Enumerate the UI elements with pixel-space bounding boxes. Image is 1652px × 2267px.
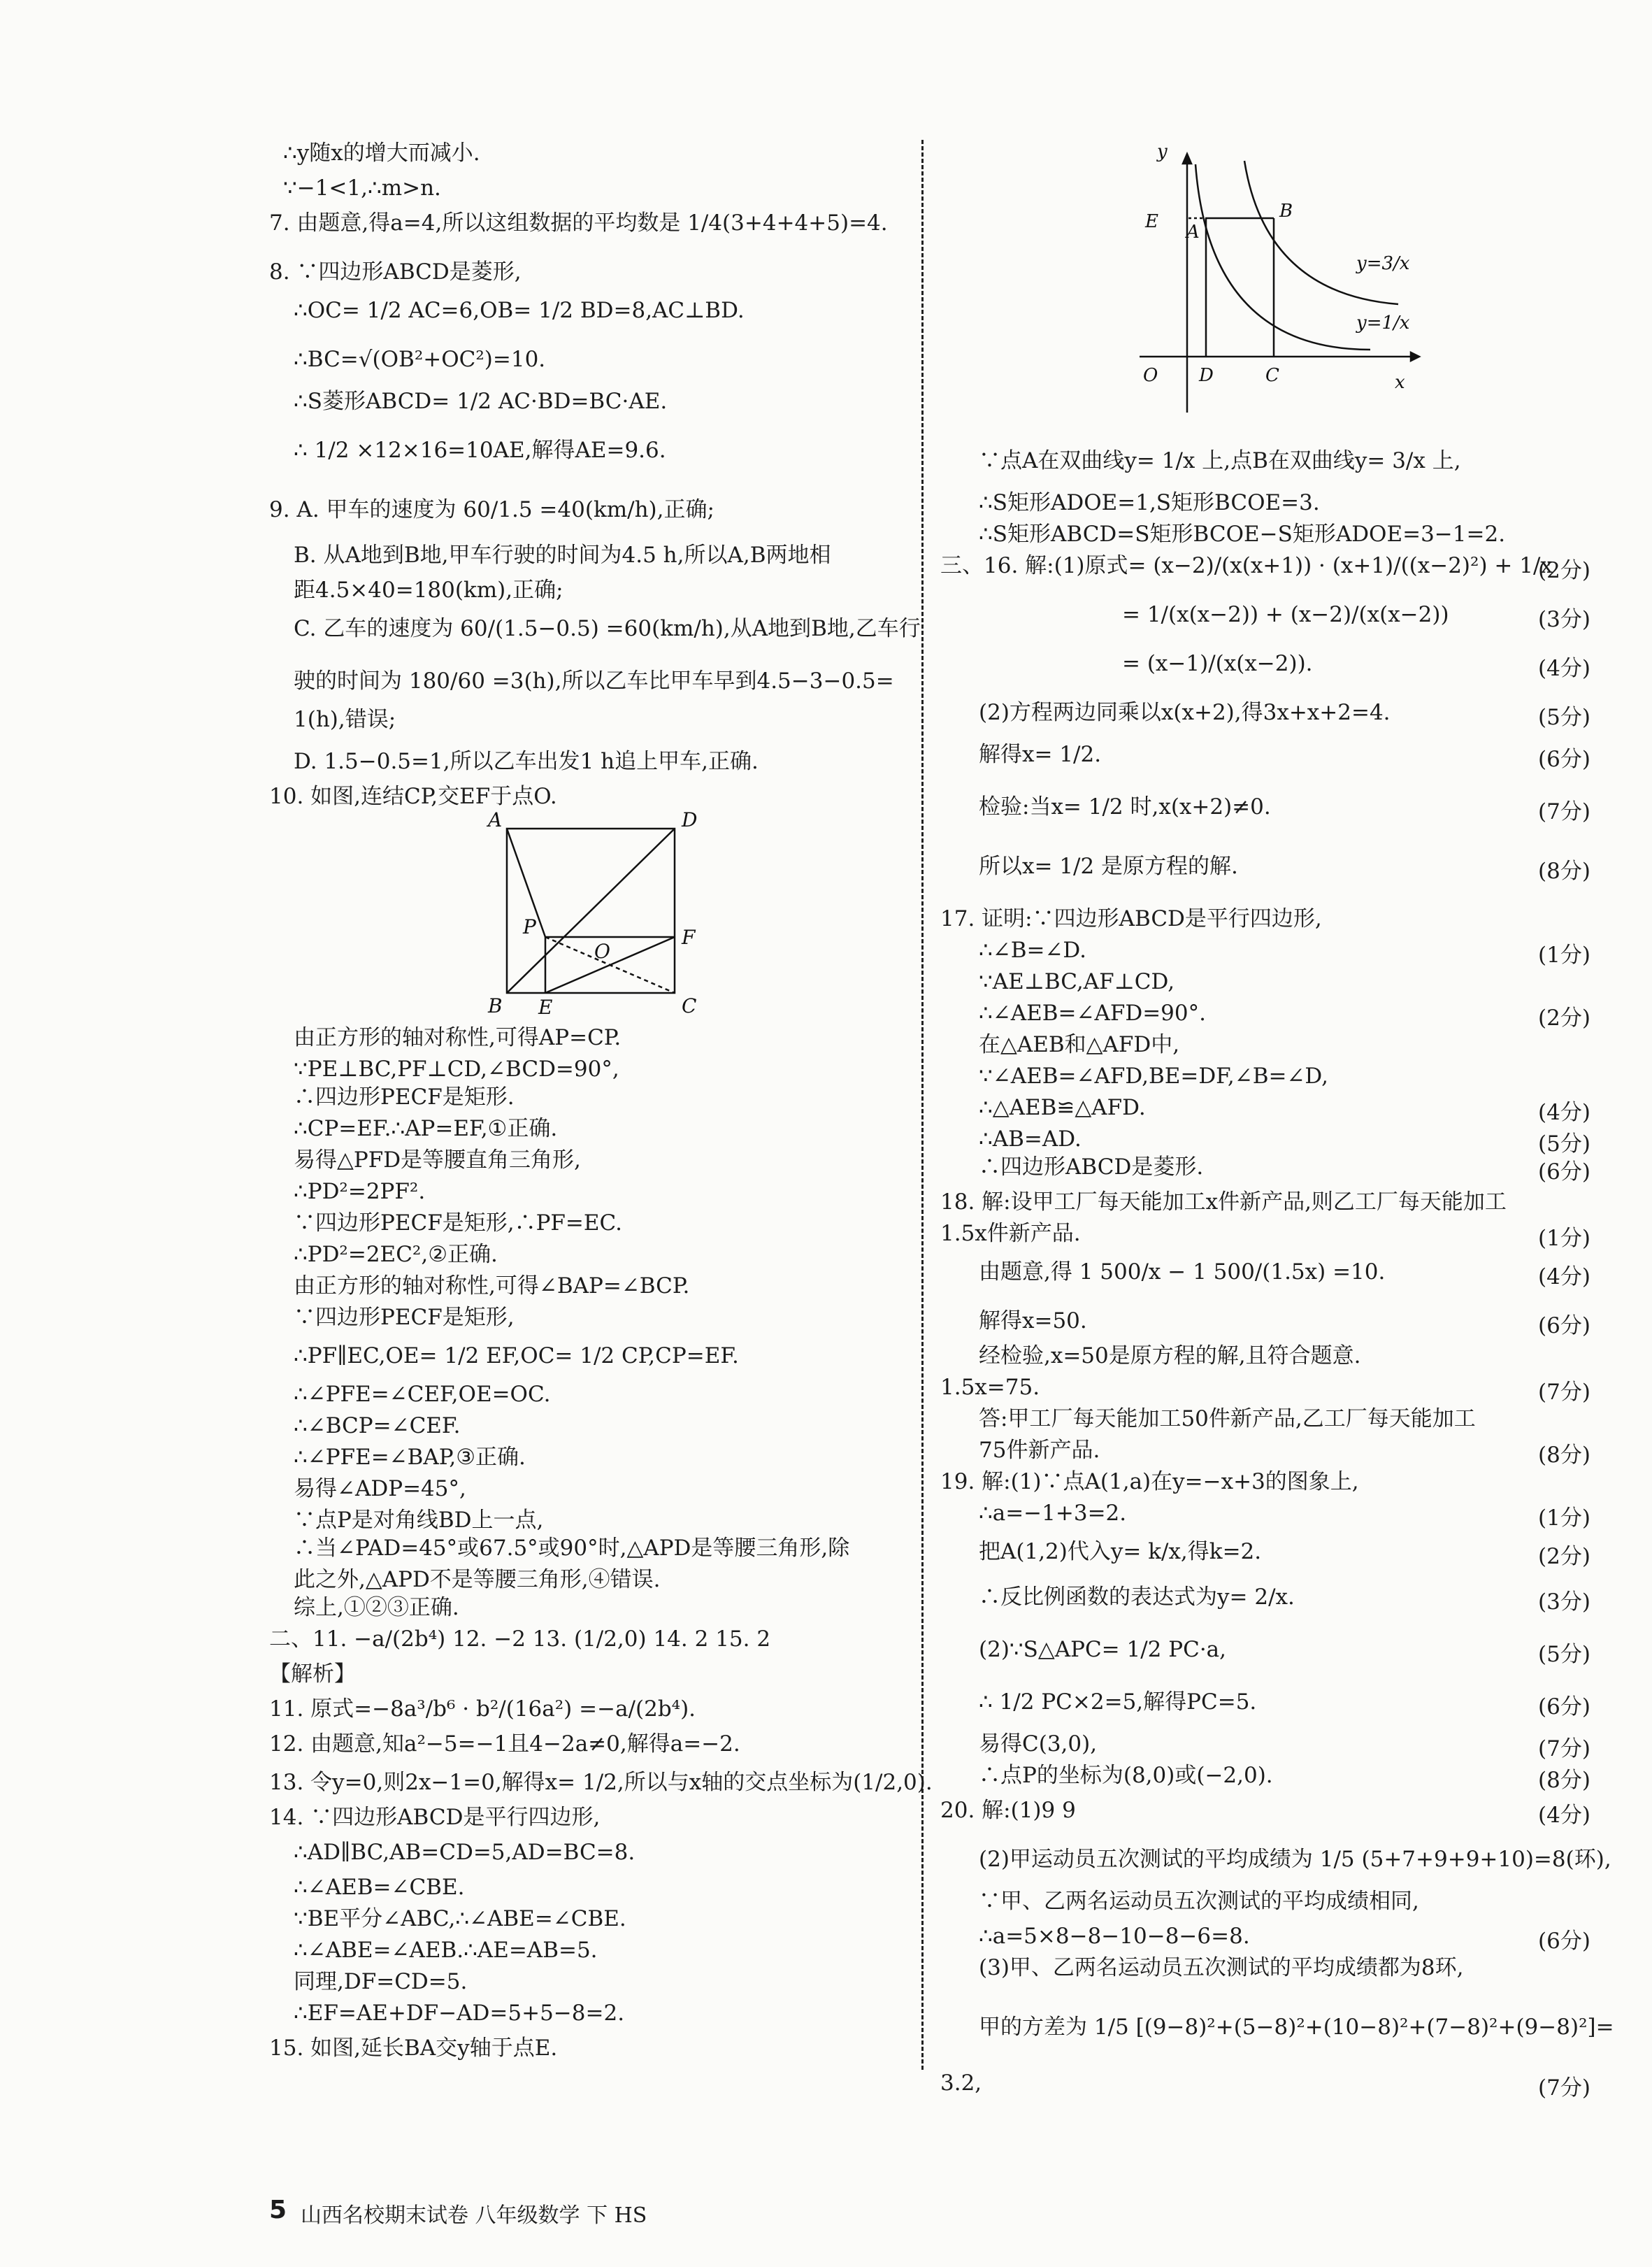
right-line: = (x−1)/(x(x−2)). — [1122, 651, 1313, 676]
label-curve-outer: y=3/x — [1356, 253, 1410, 274]
label-E2: E — [1145, 211, 1158, 232]
left-line: ∵点P是对角线BD上一点, — [294, 1508, 544, 1533]
left-line: 12. 由题意,知a²−5=−1且4−2a≠0,解得a=−2. — [269, 1731, 740, 1757]
score-mark: (7分) — [1538, 2075, 1590, 2101]
label-E: E — [538, 996, 553, 1014]
right-line: 经检验,x=50是原方程的解,且符合题意. — [979, 1343, 1361, 1368]
score-mark: (4分) — [1538, 1264, 1590, 1289]
left-line: ∵−1<1,∴m>n. — [283, 176, 441, 201]
label-curve-inner: y=1/x — [1356, 313, 1410, 334]
right-line: (2)方程两边同乘以x(x+2),得3x+x+2=4. — [979, 700, 1391, 725]
left-line: ∴∠ABE=∠AEB.∴AE=AB=5. — [294, 1938, 598, 1963]
score-mark: (1分) — [1538, 943, 1590, 968]
right-line: ∴∠B=∠D. — [979, 938, 1087, 963]
left-line: ∴EF=AE+DF−AD=5+5−8=2. — [294, 2001, 625, 2026]
left-line: ∴y随x的增大而减小. — [283, 141, 480, 166]
label-O2: O — [1143, 365, 1158, 386]
label-x: x — [1395, 372, 1405, 393]
score-mark: (7分) — [1538, 1380, 1590, 1405]
score-mark: (5分) — [1538, 1131, 1590, 1157]
left-line: 1(h),错误; — [294, 707, 396, 732]
label-F: F — [682, 926, 696, 949]
score-mark: (4分) — [1538, 1100, 1590, 1125]
right-line: (3)甲、乙两名运动员五次测试的平均成绩都为8环, — [979, 1955, 1464, 1980]
score-mark: (8分) — [1538, 859, 1590, 884]
right-line: 易得C(3,0), — [979, 1731, 1098, 1757]
label-C2: C — [1265, 365, 1279, 386]
right-line: 20. 解:(1)9 9 — [940, 1798, 1076, 1823]
score-mark: (4分) — [1538, 656, 1590, 681]
left-line: 同理,DF=CD=5. — [294, 1969, 468, 1994]
right-line: ∴四边形ABCD是菱形. — [979, 1154, 1204, 1180]
left-line: 7. 由题意,得a=4,所以这组数据的平均数是 1/4(3+4+4+5)=4. — [269, 210, 888, 236]
left-line: ∴CP=EF.∴AP=EF,①正确. — [294, 1116, 558, 1141]
footer-title: 山西名校期末试卷 八年级数学 下 HS — [301, 2203, 647, 2228]
score-mark: (6分) — [1538, 1929, 1590, 1954]
score-mark: (2分) — [1538, 1006, 1590, 1031]
right-line: = 1/(x(x−2)) + (x−2)/(x(x−2)) — [1122, 602, 1449, 627]
right-line: ∴a=−1+3=2. — [979, 1501, 1127, 1526]
right-line: 解得x= 1/2. — [979, 742, 1102, 767]
label-C: C — [682, 994, 697, 1014]
left-line: C. 乙车的速度为 60/(1.5−0.5) =60(km/h),从A地到B地,乙车行 — [294, 616, 921, 641]
score-mark: (2分) — [1538, 1544, 1590, 1569]
right-line: ∴S矩形ABCD=S矩形BCOE−S矩形ADOE=3−1=2. — [979, 522, 1506, 547]
score-mark: (2分) — [1538, 558, 1590, 583]
right-line: ∴点P的坐标为(8,0)或(−2,0). — [979, 1763, 1273, 1788]
left-line: 此之外,△APD不是等腰三角形,④错误. — [294, 1567, 661, 1592]
label-D2: D — [1199, 365, 1214, 386]
left-line: ∴∠PFE=∠CEF,OE=OC. — [294, 1382, 551, 1407]
left-line: ∴PF∥EC,OE= 1/2 EF,OC= 1/2 CP,CP=EF. — [294, 1343, 739, 1368]
right-line: 所以x= 1/2 是原方程的解. — [979, 854, 1238, 879]
left-line: 驶的时间为 180/60 =3(h),所以乙车比甲车早到4.5−3−0.5= — [294, 668, 894, 694]
score-mark: (1分) — [1538, 1226, 1590, 1251]
left-line: 易得∠ADP=45°, — [294, 1476, 466, 1501]
right-line: 在△AEB和△AFD中, — [979, 1032, 1180, 1057]
left-line: 综上,①②③正确. — [294, 1595, 459, 1620]
left-line: 15. 如图,延长BA交y轴于点E. — [269, 2036, 558, 2061]
left-line: B. 从A地到B地,甲车行驶的时间为4.5 h,所以A,B两地相 — [294, 543, 831, 568]
left-line: 14. ∵四边形ABCD是平行四边形, — [269, 1805, 601, 1830]
left-line: 10. 如图,连结CP,交EF于点O. — [269, 784, 557, 809]
left-line: 11. 原式=−8a³/b⁶ · b²/(16a²) =−a/(2b⁴). — [269, 1696, 696, 1722]
right-line: 3.2, — [940, 2071, 982, 2096]
score-mark: (6分) — [1538, 747, 1590, 772]
page-number: 5 — [269, 2196, 287, 2224]
figure-square — [482, 811, 706, 1014]
left-line: ∴ 1/2 ×12×16=10AE,解得AE=9.6. — [294, 438, 666, 463]
right-line: ∵∠AEB=∠AFD,BE=DF,∠B=∠D, — [979, 1064, 1329, 1089]
left-line: 13. 令y=0,则2x−1=0,解得x= 1/2,所以与x轴的交点坐标为(1/2,0). — [269, 1770, 933, 1795]
left-line: 由正方形的轴对称性,可得∠BAP=∠BCP. — [294, 1273, 690, 1299]
right-line: ∴∠AEB=∠AFD=90°. — [979, 1001, 1206, 1026]
left-line: 易得△PFD是等腰直角三角形, — [294, 1147, 581, 1173]
label-A2: A — [1186, 222, 1200, 243]
left-line: ∵四边形PECF是矩形,∴PF=EC. — [294, 1210, 623, 1236]
score-mark: (4分) — [1538, 1803, 1590, 1828]
left-line: 【解析】 — [269, 1661, 356, 1687]
right-line: 18. 解:设甲工厂每天能加工x件新产品,则乙工厂每天能加工 — [940, 1189, 1507, 1215]
right-line: ∴a=5×8−8−10−8−6=8. — [979, 1924, 1250, 1949]
left-line: D. 1.5−0.5=1,所以乙车出发1 h追上甲车,正确. — [294, 749, 759, 774]
left-line: 8. ∵四边形ABCD是菱形, — [269, 259, 522, 285]
score-mark: (6分) — [1538, 1313, 1590, 1338]
score-mark: (3分) — [1538, 607, 1590, 632]
right-line: ∵甲、乙两名运动员五次测试的平均成绩相同, — [979, 1889, 1419, 1914]
left-line: 二、11. −a/(2b⁴) 12. −2 13. (1/2,0) 14. 2 15. 2 — [269, 1626, 771, 1652]
label-B: B — [488, 994, 503, 1014]
left-line: ∵PE⊥BC,PF⊥CD,∠BCD=90°, — [294, 1057, 619, 1082]
label-D: D — [682, 811, 698, 831]
left-line: ∴PD²=2EC²,②正确. — [294, 1242, 498, 1267]
right-line: 75件新产品. — [979, 1438, 1100, 1463]
right-line: 解得x=50. — [979, 1308, 1087, 1333]
left-line: ∴∠AEB=∠CBE. — [294, 1875, 465, 1900]
score-mark: (6分) — [1538, 1694, 1590, 1719]
left-line: ∴四边形PECF是矩形. — [294, 1085, 515, 1110]
score-mark: (8分) — [1538, 1768, 1590, 1793]
left-line: ∴OC= 1/2 AC=6,OB= 1/2 BD=8,AC⊥BD. — [294, 298, 745, 323]
right-line: 1.5x=75. — [940, 1375, 1040, 1400]
right-line: 甲的方差为 1/5 [(9−8)²+(5−8)²+(10−8)²+(7−8)²+(9−8)²]= — [979, 2015, 1614, 2040]
right-line: 三、16. 解:(1)原式= (x−2)/(x(x+1)) · (x+1)/((x−2)²) + 1/x — [940, 553, 1553, 578]
label-B2: B — [1279, 201, 1293, 222]
score-mark: (1分) — [1538, 1506, 1590, 1531]
score-mark: (3分) — [1538, 1589, 1590, 1615]
right-line: ∴ 1/2 PC×2=5,解得PC=5. — [979, 1689, 1257, 1715]
left-line: 由正方形的轴对称性,可得AP=CP. — [294, 1025, 622, 1050]
score-mark: (8分) — [1538, 1443, 1590, 1468]
label-O: O — [594, 940, 610, 963]
right-line: 19. 解:(1)∵点A(1,a)在y=−x+3的图象上, — [940, 1469, 1359, 1494]
right-line: 由题意,得 1 500/x − 1 500/(1.5x) =10. — [979, 1259, 1386, 1285]
right-line: 17. 证明:∵四边形ABCD是平行四边形, — [940, 906, 1322, 931]
right-line: ∴△AEB≌△AFD. — [979, 1095, 1146, 1120]
left-line: ∴S菱形ABCD= 1/2 AC·BD=BC·AE. — [294, 389, 668, 414]
right-line: ∴S矩形ADOE=1,S矩形BCOE=3. — [979, 490, 1320, 515]
right-line: (2)甲运动员五次测试的平均成绩为 1/5 (5+7+9+9+10)=8(环), — [979, 1847, 1611, 1872]
right-line: ∴反比例函数的表达式为y= 2/x. — [979, 1585, 1295, 1610]
score-mark: (7分) — [1538, 1736, 1590, 1761]
left-line: 9. A. 甲车的速度为 60/1.5 =40(km/h),正确; — [269, 497, 714, 522]
score-mark: (7分) — [1538, 799, 1590, 824]
score-mark: (6分) — [1538, 1159, 1590, 1185]
right-line: (2)∵S△APC= 1/2 PC·a, — [979, 1637, 1227, 1662]
label-A: A — [488, 811, 503, 831]
right-line: ∴AB=AD. — [979, 1127, 1082, 1152]
left-line: ∴∠BCP=∠CEF. — [294, 1413, 461, 1438]
label-y: y — [1157, 141, 1168, 162]
label-P: P — [523, 915, 536, 938]
left-line: ∴BC=√(OB²+OC²)=10. — [294, 347, 546, 372]
left-line: ∴PD²=2PF². — [294, 1179, 426, 1204]
score-mark: (5分) — [1538, 705, 1590, 730]
right-line: 把A(1,2)代入y= k/x,得k=2. — [979, 1539, 1262, 1564]
score-mark: (5分) — [1538, 1642, 1590, 1667]
right-line: ∵AE⊥BC,AF⊥CD, — [979, 969, 1175, 994]
right-line: 1.5x件新产品. — [940, 1221, 1081, 1246]
left-line: ∴∠PFE=∠BAP,③正确. — [294, 1445, 526, 1470]
left-line: 距4.5×40=180(km),正确; — [294, 578, 563, 603]
figure-hyperbola — [1119, 140, 1426, 413]
left-line: ∴AD∥BC,AB=CD=5,AD=BC=8. — [294, 1840, 635, 1865]
left-line: ∵四边形PECF是矩形, — [294, 1305, 515, 1330]
right-line: ∵点A在双曲线y= 1/x 上,点B在双曲线y= 3/x 上, — [979, 448, 1461, 473]
left-line: ∵BE平分∠ABC,∴∠ABE=∠CBE. — [294, 1906, 626, 1931]
right-line: 答:甲工厂每天能加工50件新产品,乙工厂每天能加工 — [979, 1406, 1476, 1431]
left-line: ∴当∠PAD=45°或67.5°或90°时,△APD是等腰三角形,除 — [294, 1536, 850, 1561]
right-line: 检验:当x= 1/2 时,x(x+2)≠0. — [979, 794, 1271, 820]
